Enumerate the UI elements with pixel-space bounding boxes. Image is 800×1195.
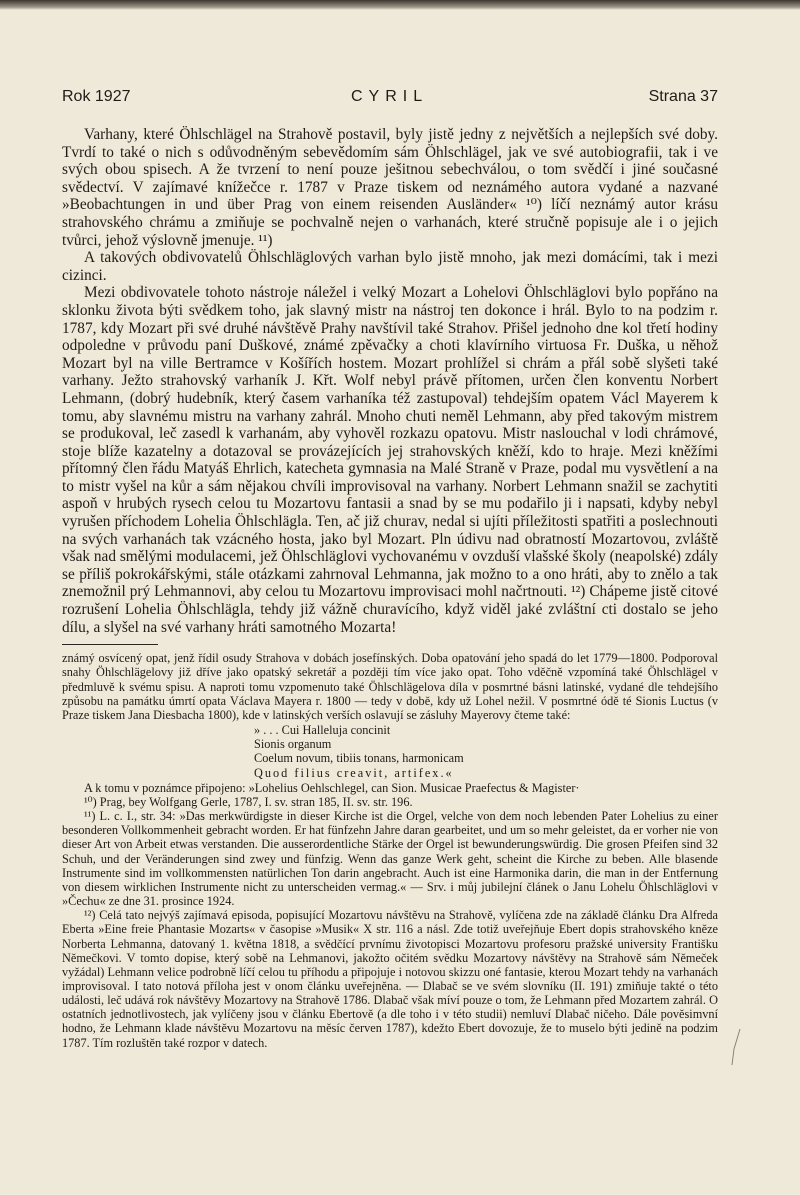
paragraph: A takových obdivovatelů Öhlschläglových varhan bylo jistě mnoho, jak mezi domácími, tak i mezi cizinci.: [62, 249, 718, 284]
header-page-number: Strana 37: [648, 88, 718, 105]
main-text: [62, 126, 718, 636]
footnote-continuation: známý osvícený opat, jenž řídil osudy Strahova v dobách josefínských. Doba opatování jeho spadá do let 1779—1800. Podporoval snahy Öhlschlägelovy již dříve jako opatský sekretář a později tím více jako opat. Toho vděčně vzpomíná také Öhlschlägel v předmluvě k svému spisu. A naproti tomu vzpomenuto také Öhlschlägelova díla v posmrtné básni latinské, vydané dle tehdejšího způsobu na památku úmrtí opata Václava Mayera r. 1800 — tedy v době, kdy už Lohel nežil. V posmrtné ódě té Sionis Luctus (v Praze tiskem Jana Diesbacha 1800), kde v latinských verších oslavují se zásluhy Mayerovy čteme také:: [62, 651, 718, 722]
verse-line: » . . . Cui Halleluja concinit: [254, 723, 391, 737]
latin-verse: [254, 723, 718, 780]
footnotes: [62, 651, 718, 1050]
footnote-rule: [62, 644, 158, 645]
page: [62, 88, 718, 1050]
paragraph: Mezi obdivovatele tohoto nástroje náležel i velký Mozart a Lohelovi Öhlschläglovi bylo popřáno na sklonku života býti svědkem toho, jak slavný mistr na nástroj ten dokonce i hrál. Bylo to na podzim r. 1787, kdy Mozart při své druhé návštěvě Prahy navštívil také Strahov. Přišel jednoho dne kol třetí hodiny odpoledne v průvodu paní Duškové, známé zpěvačky a choti klavírního virtuosa Fr. Duška, u něhož Mozart byl na ville Bertramce v Košířích hostem. Mozart prohlížel si chrám a přál sobě slyšeti také varhany. Ježto strahovský varhaník J. Křt. Wolf nebyl právě přítomen, určen člen konventu Norbert Lehmann, (dobrý hudebník, který časem varhaníka též zastupoval) tehdejším opatem Václ Mayerem k tomu, aby slavnému mistru na varhany zahrál. Mnoho chuti neměl Lehmann, aby před takovým mistrem se produkoval, leč zasedl k varhanám, aby vyhověl rozkazu opatovu. Mistr naslouchal v lodi chrámové, stoje blíže kazatelny a dotazoval se provázejících jej strahovských kněží, kdo to hraje. Mezi kněžími přítomný člen řádu Matyáš Ehrlich, katecheta gymnasia na Malé Straně v Praze, podal mu vysvětlení a na to mistr vyšel na kůr a sám nějakou chvíli improvisoval na varhany. Norbert Lehmann snažil se zachytiti aspoň v hrubých rysech celou tu Mozartovu fantasii a snad by se mu podařilo ji i napsati, kdyby nebyl vyrušen příchodem Lohelia Öhlschlägla. Ten, ač již churav, nedal si ujíti příležitosti spatřiti a poslechnouti na svých varhanách tak vzácného hosta, jako byl Mozart. Pln údivu nad obratností Mozartovou, zvláště však nad smělými modulacemi, jež Öhlschläglovi vychovanému v ovzduší vlašské školy (neapolské) zdály se příliš pokrokářskými, stále otázkami zahrnoval Lehmanna, jak možno to a ono hráti, aby to znělo a tak znemožnil prý Lehmannovi, aby celou tu Mozartovu improvisaci mohl načrtnouti. ¹²) Chápeme jistě citové rozrušení Lohelia Öhlschlägla, tehdy již vážně churavícího, když viděl jaké zvláštní cti dostalo se jeho dílu, a slyšel na své varhany hráti samotného Mozarta!: [62, 284, 718, 636]
verse-line: Quod filius creavit, artifex.«: [254, 765, 454, 780]
running-header: [62, 88, 718, 110]
footnote-12: ¹²) Celá tato nejvýš zajímavá episoda, popisující Mozartovu návštěvu na Strahově, vylíčena zde na základě článku Dra Alfreda Eberta »Eine freie Phantasie Mozarts« v časopise »Musik« X str. 116 a násl. Zde totiž uveřejňuje Ebert dopis strahovského kněze Norberta Lehmanna, datovaný 1. května 1818, a svědčící prvnímu životopisci Mozartovu profesoru pražské university Františku Němečkovi. V tomto dopise, který sobě na Lehmanovi, jakožto očitém svědku Mozartovy návštěvy na Strahově sám Němeček vyžádal) Lehmann velice podrobně líčí celou tu příhodu a připojuje i notovou skizzu oné fantasie, kterou Mozart tehdy na varhanách improvisoval. I tato notová příloha jest v onom článku uveřejněna. — Dlabač se ve svém slovníku (II. 191) zmiňuje takté o této události, leč udává rok návštěvy Mozartovy na Strahově 1786. Dlabač však míví pouze o tom, že Lehmann před Mozartem zahrál. O ostatních jednotlivostech, jak vylíčeny jsou v článku Ebertově (a dle toho i v této studii) nemluví Dlabač ničeho. Dále pověsimvní hodno, že Lehmann klade návštěvu Mozartovu na měsíc červen 1787), kdežto Ebert dovozuje, že to muselo býti jedině na podzim 1787. Tím rozluštěn také rozpor v datech.: [62, 908, 718, 1050]
verse-line: Sionis organum: [254, 737, 332, 752]
header-year: Rok 1927: [62, 88, 131, 105]
footnote-11: ¹¹) L. c. I., str. 34: »Das merkwürdigste in dieser Kirche ist die Orgel, velche von dem noch lebenden Pater Lohelius zu einer besonderen Vollkommenheit gebracht worden. Er hat fünfzehn Jahre daran gearbeitet, und um so mehr geleistet, da er vorher nie von dieser Art von Arbeit etwas verstanden. Die ausserordentliche Stärke der Orgel ist bewunderungswürdig. Die grosen Pfeifen sind 32 Schuh, und der Veränderungen sind zwey und fünfzig. Wenn das ganze Werk geht, scheint die Kirche zu beben. Alle blasende Instrumente sind im vollkommensten natürlichen Ton darin angebracht. Auch ist eine Harmonika darin, die man in der Entfernung von diesem wirklichen Instrumente nicht zu unterscheiden vermag.« — Srv. i můj jubilejní článek o Janu Lohelu Öhlschläglovi v »Čechu« ze dne 31. prosince 1924.: [62, 809, 718, 909]
paragraph: Varhany, které Öhlschlägel na Strahově postavil, byly jistě jedny z největších a nejlepších své doby. Tvrdí to také o nich s odůvodněným sebevědomím sám Öhlschlägel, jak ve své autobiografii, tak i ve svých obou spisech. A že tvrzení to není pouze ješitnou sebechválou, o tom svědčí i jiné současné svědectví. V zajímavé knížečce r. 1787 v Praze tiskem od neznámého autora vydané a nazvané »Beobachtungen in und über Prag von einem reisenden Ausländer« ¹⁰) líčí neznámý autor krásu strahovského chrámu a zmiňuje se pochvalně nejen o varhanách, které stručně popisuje ale i o jejich tvůrci, jehož výslovně jmenuje. ¹¹): [62, 126, 718, 249]
margin-pencil-mark: [728, 1027, 744, 1067]
footnote-10: ¹⁰) Prag, bey Wolfgang Gerle, 1787, I. sv. stran 185, II. sv. str. 196.: [84, 794, 413, 809]
footnote-annotation: A k tomu v poznámce připojeno: »Lohelius Oehlschlegel, can Sion. Musicae Praefectus & Magister·: [84, 780, 580, 795]
header-journal-title: CYRIL: [350, 88, 429, 105]
verse-line: Coelum novum, tibiis tonans, harmonicam: [254, 751, 464, 766]
scan-top-edge: [0, 0, 800, 10]
